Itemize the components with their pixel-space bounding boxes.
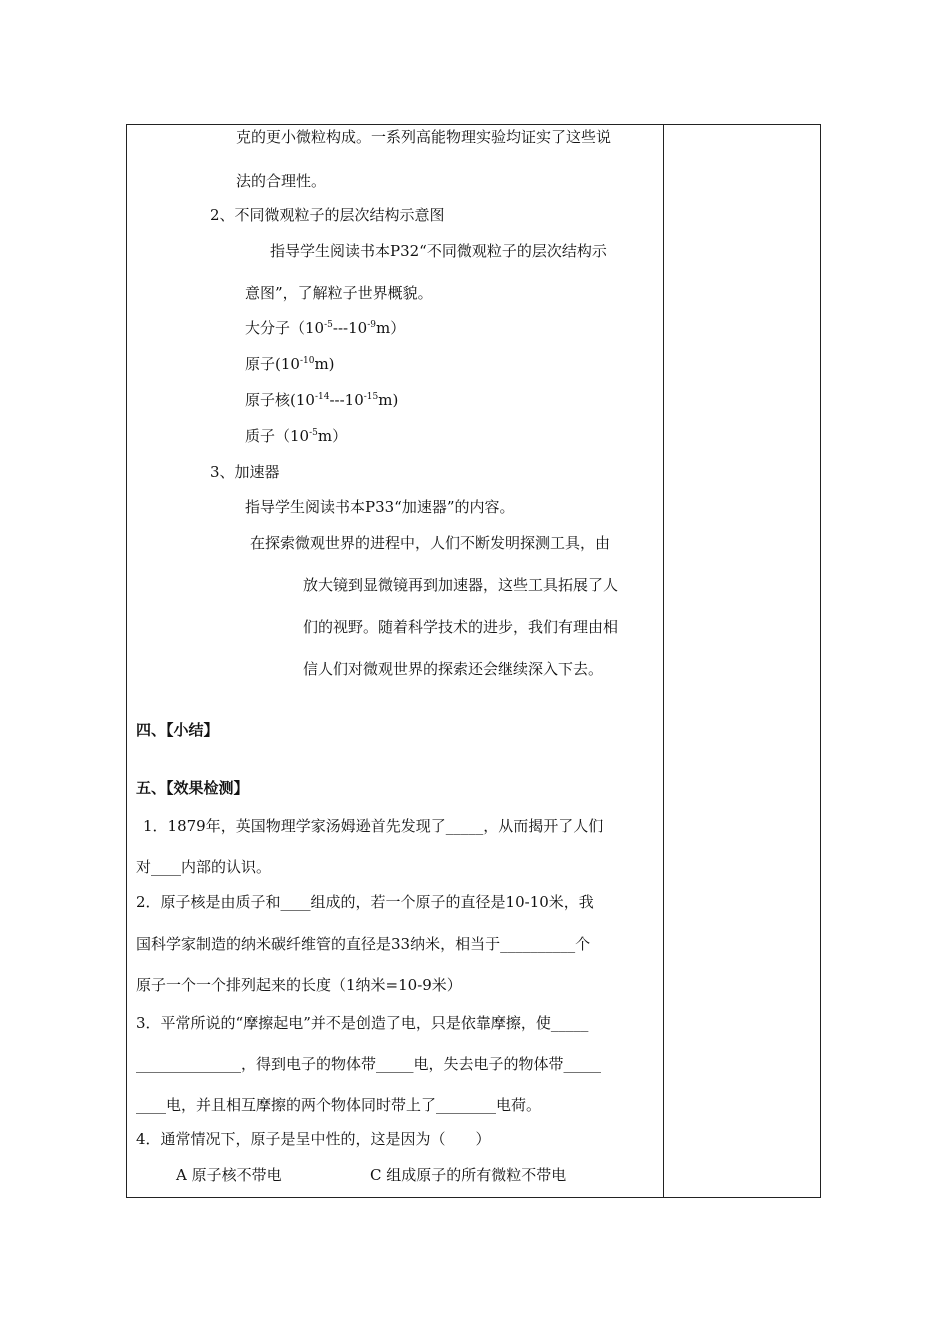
question-4-option-a: A 原子核不带电 bbox=[176, 1166, 282, 1184]
question-1-line-2: 对____内部的认识。 bbox=[136, 858, 272, 876]
particle-large-molecule: 大分子$(10^{-5}---10^{-9}m)$ bbox=[245, 319, 406, 337]
text-line: 意图”，了解粒子世界概貌。 bbox=[245, 284, 433, 302]
question-1-line-1: 1．1879年，英国物理学家汤姆逊首先发现了_____，从而揭开了人们 bbox=[143, 817, 604, 835]
question-3-line-3: ____电，并且相互摩擦的两个物体同时带上了________电荷。 bbox=[136, 1096, 542, 1114]
section-2-title: 2、不同微观粒子的层次结构示意图 bbox=[210, 206, 445, 224]
question-2-line-3: 原子一个一个排列起来的长度（1纳米=10-9米） bbox=[136, 976, 462, 994]
text-line: 指导学生阅读书本P33“加速器”的内容。 bbox=[245, 498, 515, 516]
text-line: 法的合理性。 bbox=[236, 172, 327, 190]
column-divider bbox=[663, 125, 664, 1197]
question-4-line-1: 4．通常情况下，原子是呈中性的，这是因为（ ） bbox=[136, 1130, 491, 1148]
heading-summary: 四、【小结】 bbox=[136, 721, 219, 739]
question-3-line-1: 3．平常所说的“摩擦起电”并不是创造了电，只是依靠摩擦，使_____ bbox=[136, 1014, 589, 1032]
text-line: 们的视野。随着科学技术的进步，我们有理由相 bbox=[303, 618, 619, 636]
particle-atom: 原子$(10^{-10}m)$ bbox=[245, 355, 335, 373]
text-line: 指导学生阅读书本P32“不同微观粒子的层次结构示 bbox=[270, 242, 607, 260]
question-3-line-2: ______________，得到电子的物体带_____电，失去电子的物体带_____ bbox=[136, 1055, 602, 1073]
text-line: 信人们对微观世界的探索还会继续深入下去。 bbox=[303, 660, 604, 678]
text-line: 在探索微观世界的进程中，人们不断发明探测工具，由 bbox=[250, 534, 611, 552]
particle-proton: 质子$(10^{-5}m)$ bbox=[245, 427, 348, 445]
particle-nucleus: 原子核$(10^{-14}---10^{-15}m)$ bbox=[245, 391, 399, 409]
heading-test: 五、【效果检测】 bbox=[136, 779, 249, 797]
question-2-line-2: 国科学家制造的纳米碳纤维管的直径是33纳米，相当于__________个 bbox=[136, 935, 591, 953]
section-3-title: 3、加速器 bbox=[210, 463, 280, 481]
text-line: 放大镜到显微镜再到加速器，这些工具拓展了人 bbox=[303, 576, 619, 594]
question-2-line-1: 2．原子核是由质子和____组成的，若一个原子的直径是10-10米，我 bbox=[136, 893, 594, 911]
question-4-option-c: C 组成原子的所有微粒不带电 bbox=[370, 1166, 567, 1184]
text-line: 克的更小微粒构成。一系列高能物理实验均证实了这些说 bbox=[236, 128, 612, 146]
